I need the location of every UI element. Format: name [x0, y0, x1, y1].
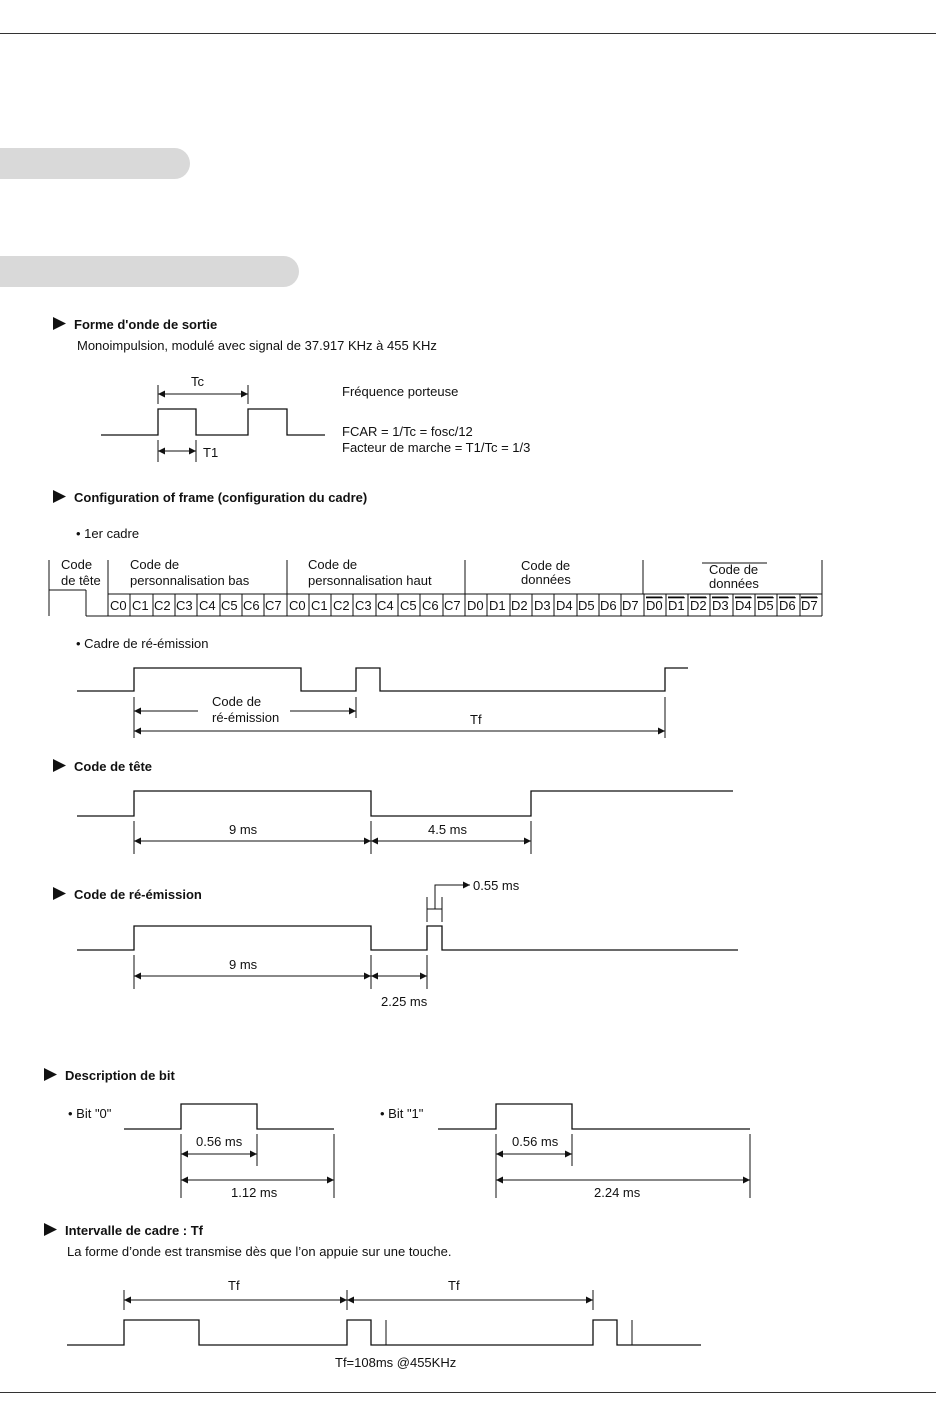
inverted-bit-cell: D7	[801, 598, 818, 613]
repeat-code-label-2: ré-émission	[212, 710, 280, 725]
section-bullet-icon	[44, 1068, 57, 1081]
bit-cell: C3	[355, 598, 372, 613]
section-bullet-icon	[53, 317, 66, 330]
duty-formula: Facteur de marche = T1/Tc = 1/3	[342, 440, 531, 455]
repeat-code-label-1: Code de	[212, 694, 262, 709]
waveform-section	[53, 317, 530, 462]
lead-code-header-1: Code	[61, 557, 93, 572]
bit-cell: C4	[199, 598, 216, 613]
lead-code-header-2: de tête	[61, 573, 101, 588]
repeat-frame-label: • Cadre de ré-émission	[76, 636, 209, 651]
bit-cell: D7	[622, 598, 639, 613]
frame-interval-section	[44, 1223, 701, 1370]
inverted-bit-cell: D3	[712, 598, 729, 613]
repeat-055ms-label: 0.55 ms	[473, 878, 520, 893]
bit0-112-label: 1.12 ms	[231, 1185, 278, 1200]
bit-cell: D6	[600, 598, 617, 613]
bit-desc-title: Description de bit	[65, 1068, 175, 1083]
section-bullet-icon	[53, 887, 66, 900]
repeat-frame-waveform	[77, 668, 688, 691]
repeat-code-title: Code de ré-émission	[74, 887, 202, 902]
section-bullet-icon	[53, 490, 66, 503]
bit-cell: C5	[400, 598, 417, 613]
inverted-bit-cell: D4	[735, 598, 752, 613]
inverted-bit-cell: D0	[646, 598, 663, 613]
lead-9ms-label: 9 ms	[229, 822, 258, 837]
inverted-bit-cell: D1	[668, 598, 685, 613]
frame-interval-waveform	[67, 1320, 701, 1345]
waveform-title: Forme d'onde de sortie	[74, 317, 218, 332]
repeat-code-section	[53, 878, 738, 1009]
inverted-bit-cell: D6	[779, 598, 796, 613]
carrier-label: Fréquence porteuse	[342, 384, 459, 399]
bit-description-section	[44, 1068, 750, 1200]
bit-cell: C2	[333, 598, 350, 613]
tf-label-2: Tf	[448, 1278, 460, 1293]
fcar-formula: FCAR = 1/Tc = fosc/12	[342, 424, 473, 439]
bit-cell: D4	[556, 598, 573, 613]
callout-arrow	[435, 885, 470, 909]
bit-cell: D5	[578, 598, 595, 613]
frame-interval-subtitle: La forme d’onde est transmise dès que l’on appuie sur une touche.	[67, 1244, 452, 1259]
carrier-waveform	[101, 409, 325, 435]
section-bullet-icon	[53, 759, 66, 772]
tf-label: Tf	[470, 712, 482, 727]
bit0-waveform	[124, 1104, 334, 1129]
lead-45ms-label: 4.5 ms	[428, 822, 468, 837]
data-code-header-1: Code de	[521, 558, 571, 573]
section-bullet-icon	[44, 1223, 57, 1236]
frame-config-section	[49, 490, 822, 738]
bit-cell: C6	[422, 598, 439, 613]
inverted-bit-cell: D5	[757, 598, 774, 613]
custom-low-header-2: personnalisation bas	[130, 573, 250, 588]
bit0-056-label: 0.56 ms	[196, 1134, 243, 1149]
frame-interval-title: Intervalle de cadre : Tf	[65, 1223, 203, 1238]
bit-cell: C6	[243, 598, 260, 613]
inv-data-code-header-2: données	[709, 576, 759, 591]
bit-cell: D3	[534, 598, 551, 613]
lead-code-waveform	[77, 791, 733, 816]
bit-cell: C5	[221, 598, 238, 613]
repeat-9ms-label: 9 ms	[229, 957, 258, 972]
bit-cell: D2	[511, 598, 528, 613]
waveform-subtitle: Monoimpulsion, modulé avec signal de 37.917 KHz à 455 KHz	[77, 338, 437, 353]
bit-cell: C7	[265, 598, 282, 613]
custom-high-header-1: Code de	[308, 557, 358, 572]
bit1-label: • Bit "1"	[380, 1106, 424, 1121]
tc-label: Tc	[191, 374, 204, 389]
lead-code-section	[53, 759, 733, 854]
tf-note: Tf=108ms @455KHz	[335, 1355, 457, 1370]
repeat-code-waveform	[77, 926, 738, 950]
frame-config-title: Configuration of frame (configuration du cadre)	[74, 490, 368, 505]
tf-label-1: Tf	[228, 1278, 240, 1293]
bit-cell: C7	[444, 598, 461, 613]
lead-code-title: Code de tête	[74, 759, 153, 774]
bit1-056-label: 0.56 ms	[512, 1134, 559, 1149]
inv-data-code-header-1: Code de	[709, 562, 759, 577]
bit-cell: C0	[289, 598, 306, 613]
bit1-224-label: 2.24 ms	[594, 1185, 641, 1200]
bit-cell: C0	[110, 598, 127, 613]
bit-cell: C1	[311, 598, 328, 613]
bit-cell: D0	[467, 598, 484, 613]
bit-cell: C3	[176, 598, 193, 613]
data-code-header-2: données	[521, 572, 571, 587]
bit-cell: D1	[489, 598, 506, 613]
custom-high-header-2: personnalisation haut	[308, 573, 432, 588]
custom-low-header-1: Code de	[130, 557, 180, 572]
t1-label: T1	[203, 445, 219, 460]
bit1-waveform	[438, 1104, 750, 1129]
bit-cell: C1	[132, 598, 149, 613]
bit-cell: C2	[154, 598, 171, 613]
bit0-label: • Bit "0"	[68, 1106, 112, 1121]
bit-cell: C4	[377, 598, 394, 613]
repeat-225ms-label: 2.25 ms	[381, 994, 428, 1009]
first-frame-label: • 1er cadre	[76, 526, 140, 541]
inverted-bit-cell: D2	[690, 598, 707, 613]
